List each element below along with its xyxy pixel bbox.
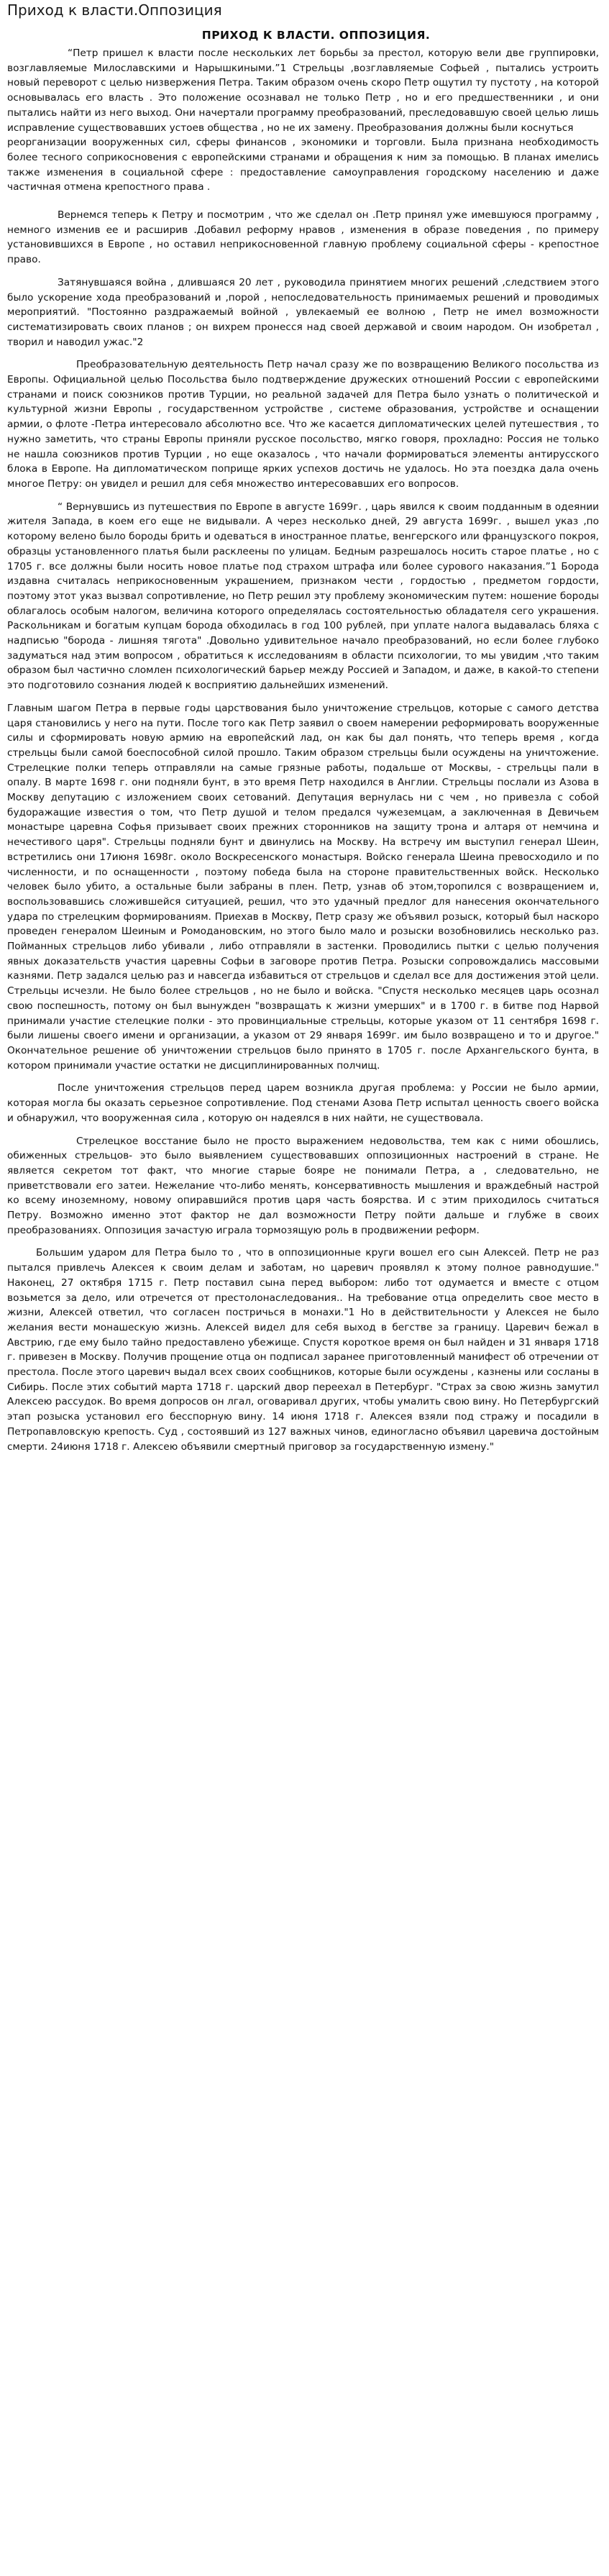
paragraph-3: Вернемся теперь к Петру и посмотрим , что же сделал он .Петр принял уже имевшуюся программу , немного изменив ее и расширив .Добавил реформу нравов , изменения в образе поведения , по примеру установившихся в Европе , но оставил неприкосновенной главную проблему социальной сферы - крепостное право. [7, 209, 599, 266]
document-heading [7, 29, 599, 42]
paragraph-4: Затянувшаяся война , длившаяся 20 лет , руководила принятием многих решений ,следствием этого было ускорение хода преобразований и ,порой , непоследовательность принимаемых решений и проводимых мероприятий. "Постоянно раздражаемый войной , увлекаемый ее волною , Петр не имел возможности систематизировать своих планов ; он вихрем пронесся над своей державой и своим народом. Он изобретал , творил и наводил ужас."2 [7, 276, 599, 348]
document-heading-text: ПРИХОД К ВЛАСТИ. ОППОЗИЦИЯ. [201, 29, 431, 42]
paragraph-9: Стрелецкое восстание было не просто выражением недовольства, тем как с ними обошлись, обиженных стрельцов- это было выявлением существовавших оппозиционных настроений в стране. Не является секретом тот факт, что многие старые бояре не понимали Петра, а , следовательно, не приветствовали его затеи. Нежелание что-либо менять, консервативность мышления и враждебный настрой ко всему иноземному, новому опиравшийся против царя часть боярства. И с этим приходилось считаться Петру. Возможно именно этот фактор не дал возможности Петру пойти дальше и глубже в своих преобразованиях. Оппозиция зачастую играла тормозящую роль в продвижении реформ. [7, 1135, 599, 1236]
paragraph-1: “Петр пришел к власти после нескольких лет борьбы за престол, которую вели две группировки, возглавляемые Милославскими и Нарышкиными.”1 Стрельцы ,возглавляемые Софьей , пытались устроить новый переворот с целью низвержения Петра. Таким образом очень скоро Петр ощутил ту пустоту , на которой основывалась его власть . Это положение осознавал не только Петр , но и его предшественники , и они пытались найти из него выход. Они начертали программу преобразований, преследовавшую своей целью лишь исправление существовавших устоев общества , но не их замену. Преобразования должны были коснуться [7, 47, 599, 134]
paragraph-2: реорганизации вооруженных сил, сферы финансов , экономики и торговли. Была признана необходимость более тесного соприкосновения с европейскими странами и обращения к ним за помощью. В планах имелись также изменения в социальной сфере : предоставление самоуправления городскому населению и даже частичная отмена крепостного права . [7, 137, 599, 193]
paragraph-6: “ Вернувшись из путешествия по Европе в августе 1699г. , царь явился к своим подданным в одеянии жителя Запада, в коем его еще не видывали. А через несколько дней, 29 августа 1699г. , вышел указ ,по которому велено было бороды брить и одеваться в иностранное платье, венгерского или французского покроя, образцы установленного платья были расклеены по улицам. Бедным разрешалось носить старое платье , но с 1705 г. все должны были носить новое платье под страхом штрафа или более сурового наказания.”1 Борода издавна считалась неприкосновенным украшением, признаком чести , гордостью , предметом гордости, поэтому этот указ вызвал сопротивление, но Петр решил эту проблему экономическим путем: ношение бороды облагалось особым налогом, величина которого определялась состоятельностью обладателя сего украшения. Раскольникам и богатым купцам борода обходилась в год 100 рублей, при уплате налога выдавалась бляха с надписью "борода - лишняя тягота" .Довольно удивительное начало преобразований, но если более глубоко задуматься над этим вопросом , обратиться к исследованиям в области психологии, то мы увидим ,что таким образом был частично сломлен психологический барьер между Россией и Западом, и даже, в какой-то степени это подготовило сознания людей к восприятию дальнейших изменений. [7, 501, 599, 692]
paragraph-5: Преобразовательную деятельность Петр начал сразу же по возвращению Великого посольства из Европы. Официальной целью Посольства было подтверждение дружеских отношений России с европейскими странами и поиск союзников против Турции, но реальной задачей для Петра было узнать о политической и культурной жизни Европы , государственном устройстве , системе образования, устройстве и оснащении армии, о флоте -Петра интересовало абсолютно все. Что же касается дипломатических целей путешествия , то нужно заметить, что страны Европы приняли русское посольство, мягко говоря, прохладно: Россия не только не нашла союзников против Турции , но еще оказалось , что начали формироваться элементы антирусского блока в Европе. На дипломатическом поприще ярких успехов достичь не удалось. Но эта поездка дала очень многое Петру: он увидел и решил для себя множество интересовавших его вопросов. [7, 359, 599, 490]
paragraph-8: После уничтожения стрельцов перед царем возникла другая проблема: у России не было армии, которая могла бы оказать серьезное сопротивление. Под стенами Азова Петр испытал ценность своего войска и обнаружил, что вооруженная сила , которую он надеялся в них найти, не существовала. [7, 1082, 599, 1124]
page-title: Приход к власти.Оппозиция [7, 1, 222, 19]
paragraph-10: Большим ударом для Петра было то , что в оппозиционные круги вошел его сын Алексей. Петр не раз пытался привлечь Алексея к своим делам и заботам, но царевич проявлял к этому полное равнодушие." Наконец, 27 октября 1715 г. Петр поставил сына перед выбором: либо тот одумается и вместе с отцом возьмется за дело, или отречется от престолонаследования.. На требование отца определить свое место в жизни, Алексей ответил, что согласен постричься в монахи."1 Но в действительности у Алексея не было желания вести монашескую жизнь. Алексей видел для себя выход в бегстве за границу. Царевич бежал в Австрию, где ему было тайно предоставлено убежище. Спустя короткое время он был найден и 31 января 1718 г. привезен в Москву. Получив прощение отца он подписал заранее приготовленный манифест об отречении от престола. После этого царевич выдал всех своих сообщников, которые были осуждены , казнены или сосланы в Сибирь. После этих событий марта 1718 г. царский двор переехал в Петербург. "Страх за свою жизнь замутил Алексею рассудок. Во время допросов он лгал, оговаривал других, чтобы умалить свою вину. Но Петербургский этап розыска установил его бесспорную вину. 14 июня 1718 г. Алексея взяли под стражу и посадили в Петропавловскую крепость. Суд , состоявший из 127 важных чинов, единогласно объявил царевича достойным смерти. 24июня 1718 г. Алексею объявили смертный приговор за государственную измену." [7, 1247, 599, 1453]
paragraph-7: Главным шагом Петра в первые годы царствования было уничтожение стрельцов, которые с самого детства царя становились у него на пути. После того как Петр заявил о своем намерении реформировать вооруженные силы и сформировать новую армию на европейский лад, он как бы дал понять, что теперь время , когда стрельцы были самой боеспособной силой прошло. Таким образом стрельцы были осуждены на уничтожение. Стрелецкие полки теперь отправляли на самые грязные работы, подальше от Москвы, - стрельцы пали в опалу. В марте 1698 г. они подняли бунт, в это время Петр находился в Англии. Стрельцы послали из Азова в Москву депутацию с изложением своих сетований. Депутация вернулась ни с чем , но привезла с собой будоражащие известия о том, что Петр душой и телом предался чужеземцам, а заключенная в Девичьем монастыре царевна Софья призывает своих прежних сторонников на защиту трона и алтаря от немчина и нечестивого царя". Стрельцы подняли бунт и двинулись на Москву. На встречу им выступил генерал Шеин, встретились они 17июня 1698г. около Воскресенского монастыря. Войско генерала Шеина превосходило и по численности, и по оснащенности , поэтому победа была на стороне правительственных войск. Несколько человек было убито, а остальные были забраны в плен. Петр, узнав об этом,торопился с возвращением и, воспользовавшись сложившейся ситуацией, решил, что это удачный предлог для нанесения окончательного удара по стрелецким формированиям. Приехав в Москву, Петр сразу же объявил розыск, который был наскоро проведен генералом Шеиным и Ромодановским, но этого было мало и розыски возобновились несколько раз. Пойманных стрельцов либо убивали , либо отправляли в застенки. Проводились пытки с целью получения явных доказательств участия царевны Софьи в заговоре против Петра. Розыски сопровождались массовыми казнями. Петр задался целью раз и навсегда избавиться от стрельцов и сделал все для достижения этой цели. Стрельцы исчезли. Не было более стрельцов , но не было и войска. "Спустя несколько месяцев царь осознал свою поспешность, потому он был вынужден "возвращать к жизни умерших" и в 1700 г. в битве под Нарвой принимали участие стелецкие полки - это провинциальные стрельцы, которые указом от 11 сентября 1698 г. были лишены своего имени и организации, а указом от 29 января 1699г. им было возвращено и то и другое." Окончательное решение об уничтожении стрельцов было принято в 1705 г. после Архангельского бунта, в котором принимали участие остатки не дисциплинированных полчищ. [7, 702, 599, 1072]
